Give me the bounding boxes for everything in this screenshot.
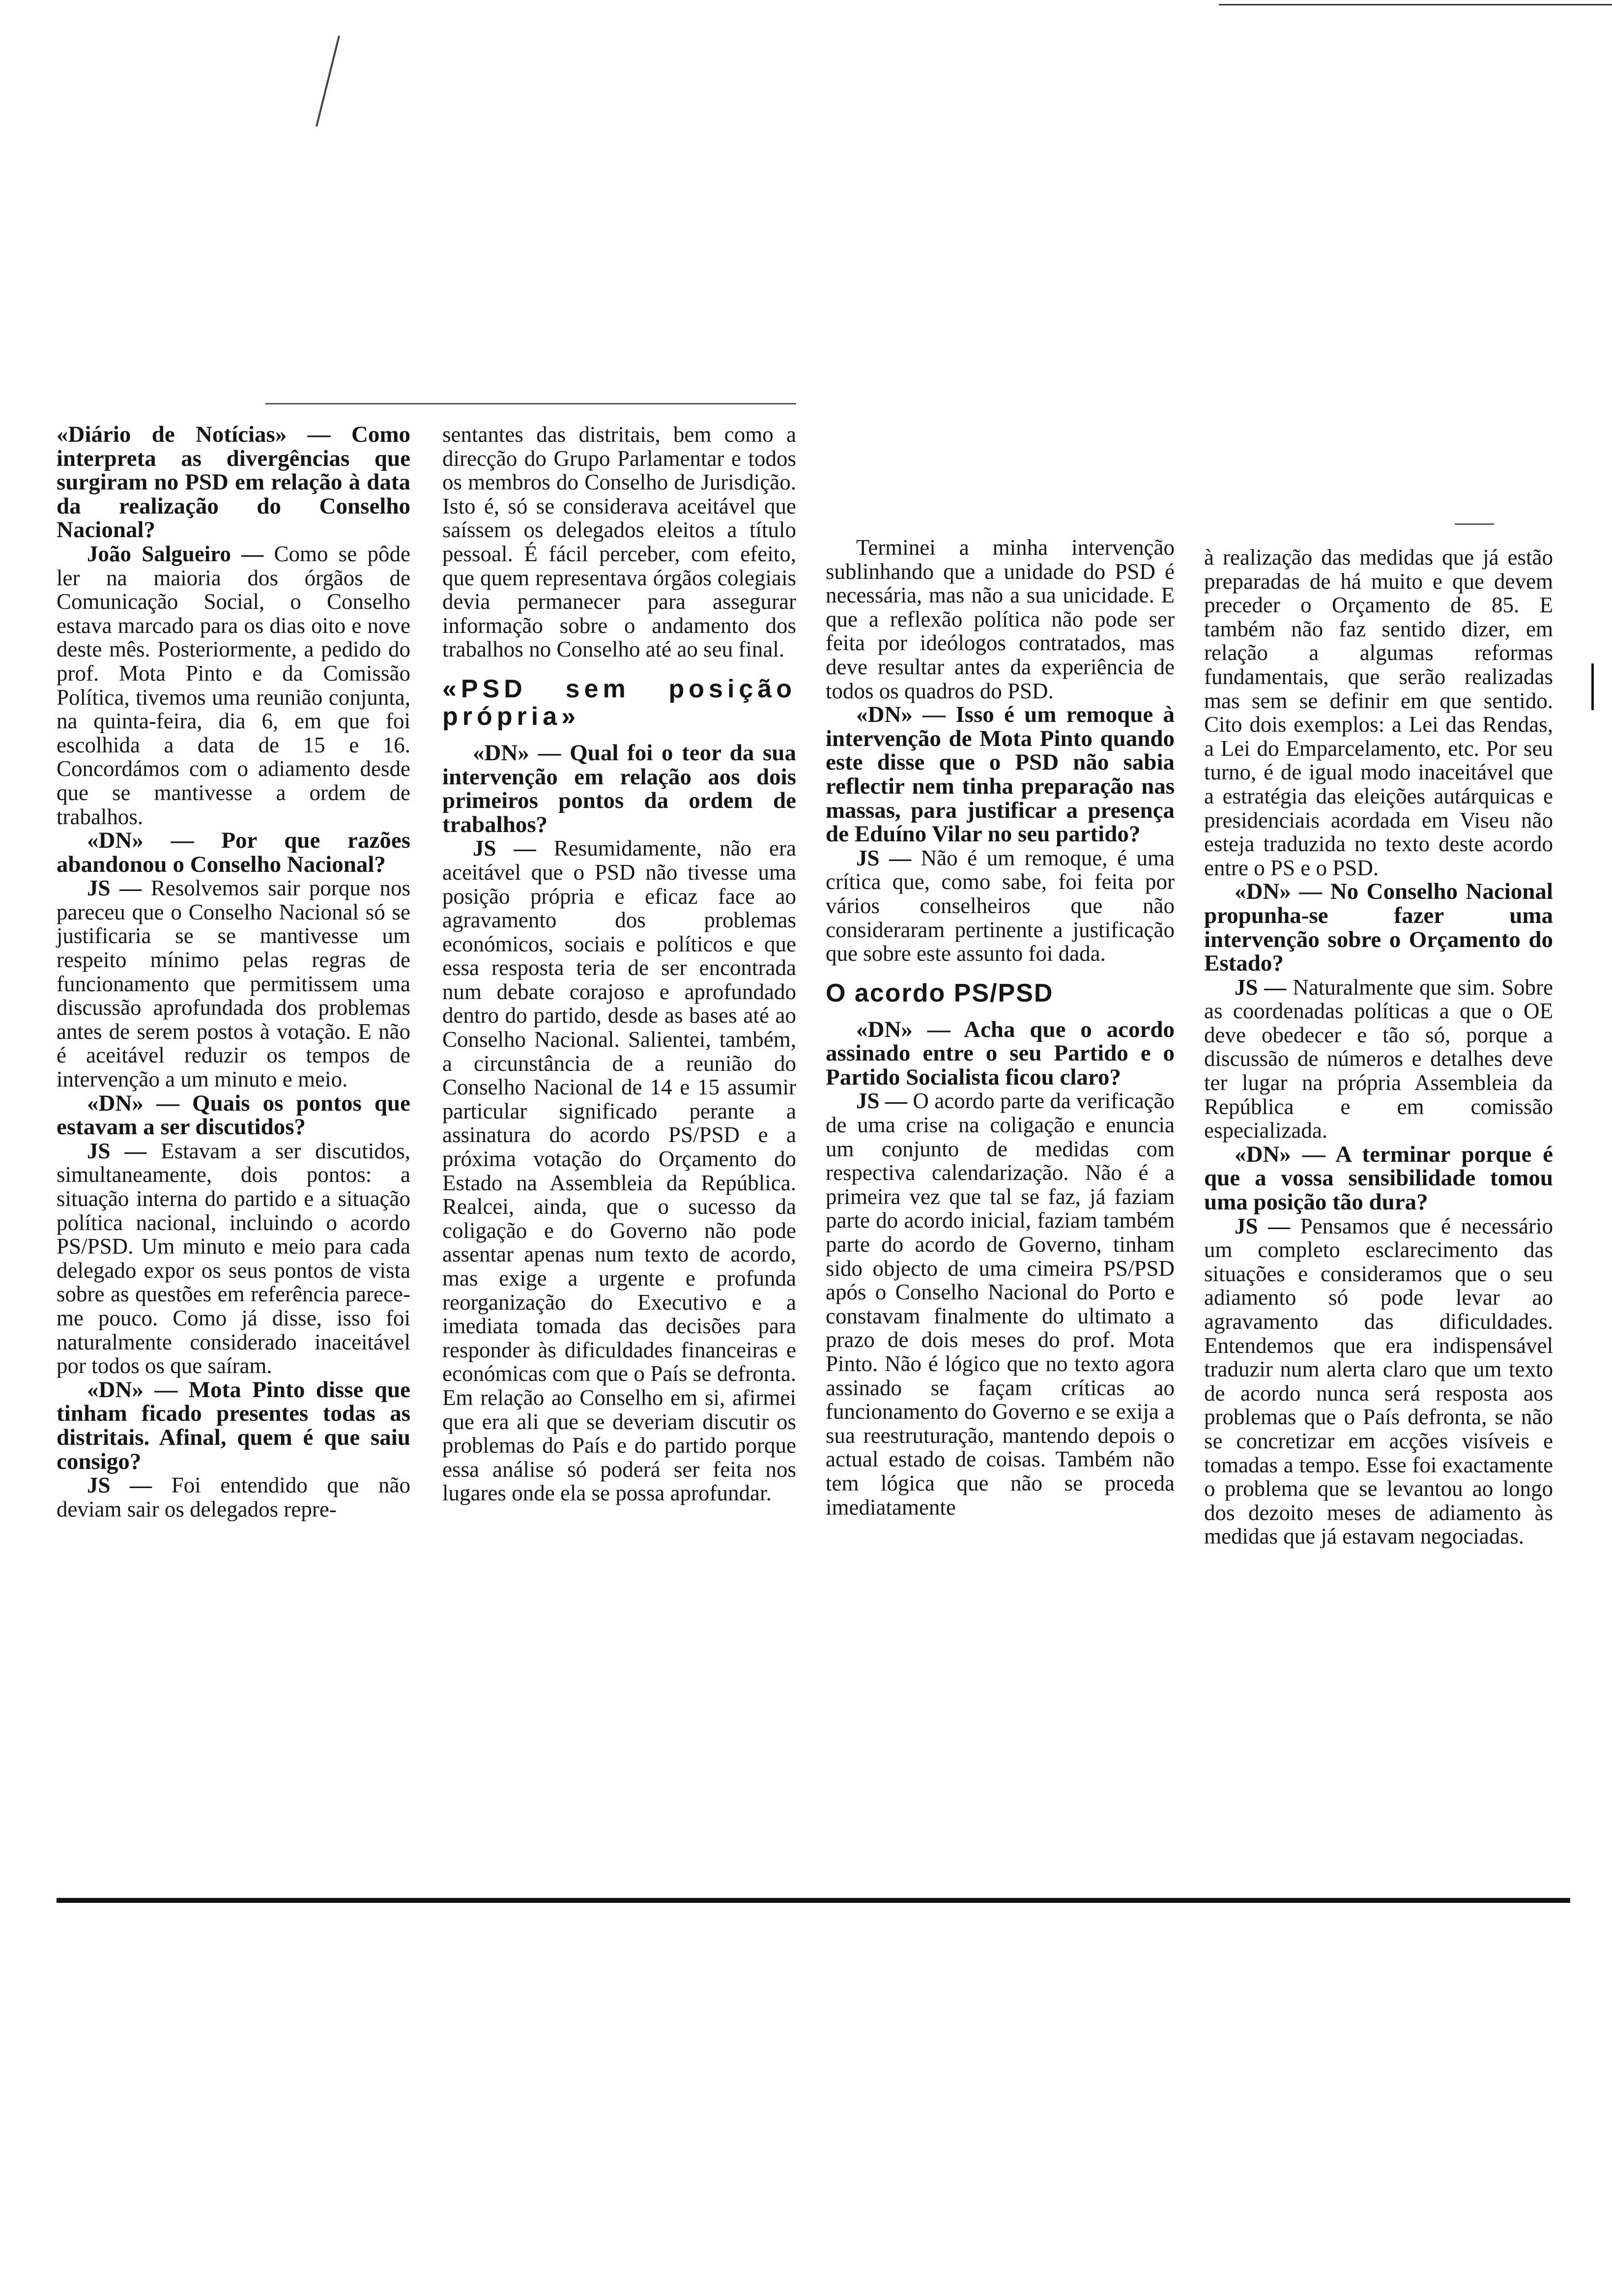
answer-7: [826, 1089, 1175, 1519]
question-7: «DN» — Acha que o acordo assinado entre o seu Partido e o Partido Socialista ficou claro?: [826, 1016, 1175, 1090]
answer-9: [1204, 1214, 1553, 1549]
answer-6: [826, 846, 1175, 966]
question-8: «DN» — No Conselho Nacional propunha-se fazer uma intervenção sobre o Orçamento do Estado?: [1204, 879, 1553, 976]
bottom-rule: [57, 1898, 1570, 1903]
answer-2-text: Resolvemos sair porque nos pareceu que o Conselho Nacional só se justificaria se se mantivesse um respeito mínimo pelas regras de funcionamento que permitissem uma discussão aprofundada dos problemas antes de serem postos à votação. E não é aceitável reduzir os tempos de intervenção a um minuto e meio.: [57, 876, 411, 1092]
question-3: «DN» — Quais os pontos que estavam a ser discutidos?: [57, 1090, 410, 1140]
right-dash-rule: [1455, 523, 1494, 525]
paragraph-intervention: Terminei a minha intervenção sublinhando que a unidade do PSD é necessária, mas não a sua unicidade. E que a reflexão política não pode ser feita por ideólogos contratados, mas deve resultar antes da experiência de todos os quadros do PSD.: [826, 535, 1175, 703]
answer-8-speaker: JS —: [1235, 975, 1287, 1000]
question-5: «DN» — Qual foi o teor da sua intervenção em relação aos dois primeiros pontos da ordem de trabalhos?: [442, 740, 796, 837]
answer-8-text: Naturalmente que sim. Sobre as coordenadas políticas a que o OE deve obedecer e tão só, porque a discussão de números e detalhes deve ter lugar na própria Assembleia da República e em comissão especializada.: [1204, 975, 1553, 1143]
answer-5-text: Resumidamente, não era aceitável que o PSD não tivesse uma posição própria e eficaz face ao agravamento dos problemas económicos, sociais e políticos e que essa resposta teria de ser encontrada num debate corajoso e aprofundado dentro do partido, desde as bases até ao Conselho Nacional. Salientei, também, a circunstância de a reunião do Conselho Nacional de 14 e 15 assumir particular significado perante a assinatura do acordo PS/PSD e a próxima votação do Orçamento do Estado na Assembleia da República. Realcei, ainda, que o sucesso da coligação e do Governo não pode assentar apenas num texto de acordo, mas exige a urgente e profunda reorganização do Executivo e a imediata tomada das decisões para responder às dificuldades financeiras e económicas com que o País se defronta. Em relação ao Conselho em si, afirmei que era ali que se deveriam discutir os problemas do País e do partido porque essa análise só poderá ser feita nos lugares onde ela se possa aprofundar.: [442, 836, 796, 1506]
answer-8: [1204, 976, 1553, 1143]
answer-7-speaker: JS —: [856, 1089, 907, 1114]
answer-9-text: Pensamos que é necessário um completo esclarecimento das situações e consideramos que o seu adiamento só pode levar ao agravamento das dificuldades. Entendemos que era indispensável traduzir num alerta claro que um texto de acordo nunca será resposta aos problemas que o País defronta, se não se concretizar em acções visíveis e tomadas a tempo. Esse foi exactamente o problema que se levantou ao longo dos dezoito meses de adiamento às medidas que já estavam negociadas.: [1204, 1213, 1553, 1549]
pen-stroke-mark: [316, 35, 340, 126]
answer-6-speaker: JS —: [856, 845, 912, 870]
answer-4: [57, 1473, 410, 1521]
answer-5: [442, 836, 796, 1505]
top-right-rule: [1219, 4, 1612, 5]
column-1: [57, 423, 410, 1521]
question-9: «DN» — A terminar porque é que a vossa sensibilidade tomou uma posição tão dura?: [1204, 1141, 1553, 1215]
top-dash-rule: [265, 403, 796, 404]
column-3: [826, 536, 1175, 1519]
question-4: «DN» — Mota Pinto disse que tinham ficado presentes todas as distritais. Afinal, quem é que saiu consigo?: [57, 1377, 410, 1474]
answer-2: [57, 876, 410, 1091]
answer-5-speaker: JS —: [473, 836, 536, 861]
question-6: «DN» — Isso é um remoque à intervenção de Mota Pinto quando este disse que o PSD não sabia reflectir nem tinha preparação nas massas, para justificar a presença de Eduíno Vilar no seu partido?: [826, 702, 1175, 847]
answer-3-text: Estavam a ser discutidos, simultaneamente, dois pontos: a situação interna do partido e a situação política nacional, incluindo o acordo PS/PSD. Um minuto e meio para cada delegado expor os seus pontos de vista sobre as questões em referência parece-me pouco. Como já disse, isso foi naturalmente considerado inaceitável por todos os que saíram.: [57, 1138, 411, 1378]
answer-3-speaker: JS —: [87, 1138, 147, 1163]
answer-1-text: Como se pôde ler na maioria dos órgãos de Comunicação Social, o Conselho estava marcado para os dias oito e nove deste mês. Posteriormente, a pedido do prof. Mota Pinto e da Comissão Política, tivemos uma reunião conjunta, na quinta-feira, dia 6, em que foi escolhida a data de 15 e 16. Concordámos com o adiamento desde que se mantivesse a ordem de trabalhos.: [57, 541, 410, 829]
answer-7-text: O acordo parte da verificação de uma crise na coligação e enuncia um conjunto de medidas com respectiva calendarização. Não é a primeira vez que tal se faz, já faziam parte do acordo inicial, faziam também parte do acordo de Governo, tinham sido objecto de uma cimeira PS/PSD após o Conselho Nacional do Porto e constavam finalmente do ultimato a prazo de dois meses do prof. Mota Pinto. Não é lógico que no texto agora assinado se façam críticas ao funcionamento do Governo e se exija a sua reestruturação, mantendo depois o actual estado de coisas. Também não tem lógica que não se proceda imediatamente: [826, 1089, 1175, 1520]
question-1: «Diário de Notícias» — Como interpreta as divergências que surgiram no PSD em relação à data da realização do Conselho Nacional?: [57, 422, 410, 543]
answer-2-speaker: JS —: [87, 876, 142, 901]
answer-4-speaker: JS —: [87, 1473, 152, 1498]
column-4: [1204, 545, 1553, 1549]
section-heading-acordo: O acordo PS/PSD: [826, 978, 1054, 1007]
answer-6-text: Não é um remoque, é uma crítica que, como sabe, foi feita por vários conselheiros que não consideraram pertinente a justificação que sobre este assunto foi dada.: [826, 845, 1175, 966]
continuation-text-2: à realização das medidas que já estão preparadas de há muito e que devem preceder o Orçamento de 85. E também não faz sentido dizer, em relação a algumas reformas fundamentais, que serão realizadas mas sem se definir em que sentido. Cito dois exemplos: a Lei das Rendas, a Lei do Emparcelamento, etc. Por seu turno, é de igual modo inaceitável que a estratégia das eleições autárquicas e presidenciais acordada em Viseu não esteja traduzida no texto deste acordo entre o PS e o PSD.: [1204, 545, 1553, 880]
column-2: [442, 423, 796, 1505]
question-2: «DN» — Por que razões abandonou o Conselho Nacional?: [57, 828, 410, 877]
right-margin-mark: [1591, 663, 1594, 710]
section-heading-psd: «PSD sem posição própria»: [442, 674, 796, 731]
answer-4-text: Foi entendido que não deviam sair os delegados repre-: [57, 1473, 410, 1521]
answer-3: [57, 1139, 410, 1378]
answer-9-speaker: JS —: [1235, 1213, 1291, 1238]
answer-1-speaker: João Salgueiro —: [87, 541, 264, 566]
continuation-text: sentantes das distritais, bem como a direcção do Grupo Parlamentar e todos os membros do Conselho de Jurisdição. Isto é, só se considerava aceitável que saíssem os delegados eleitos a título pessoal. É fácil perceber, com efeito, que quem representava órgãos colegiais devia permanecer para assegurar informação sobre o andamento dos trabalhos no Conselho até ao seu final.: [442, 422, 796, 662]
answer-1: [57, 542, 410, 829]
